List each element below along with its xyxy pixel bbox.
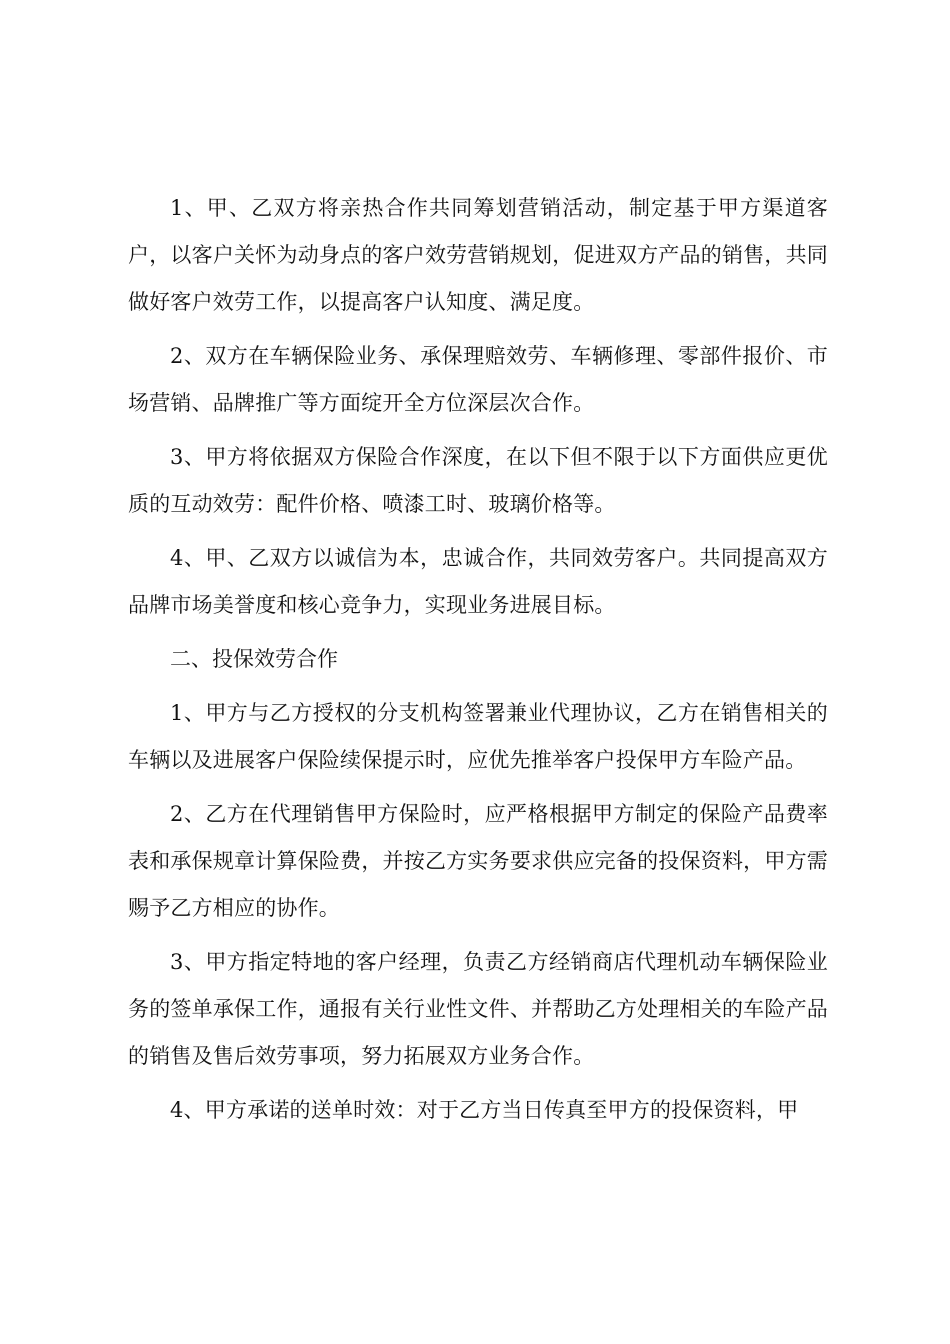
paragraph-1: 1、甲、乙双方将亲热合作共同筹划营销活动，制定基于甲方渠道客户，以客户关怀为动身点的客户效劳营销规划，促进双方产品的销售，共同做好客户效劳工作，以提高客户认知度、满足度。	[128, 196, 828, 314]
section-heading: 二、投保效劳合作	[170, 647, 338, 671]
section-paragraph-3: 3、甲方指定特地的客户经理，负责乙方经销商店代理机动车辆保险业务的签单承保工作，通报有关行业性文件、并帮助乙方处理相关的车险产品的销售及售后效劳事项，努力拓展双方业务合作。	[128, 950, 828, 1068]
section-paragraph-1: 1、甲方与乙方授权的分支机构签署兼业代理协议，乙方在销售相关的车辆以及进展客户保险续保提示时，应优先推举客户投保甲方车险产品。	[128, 701, 828, 772]
paragraph-3: 3、甲方将依据双方保险合作深度，在以下但不限于以下方面供应更优质的互动效劳：配件价格、喷漆工时、玻璃价格等。	[128, 445, 828, 516]
section-paragraph-2: 2、乙方在代理销售甲方保险时，应严格根据甲方制定的保险产品费率表和承保规章计算保险费，并按乙方实务要求供应完备的投保资料，甲方需赐予乙方相应的协作。	[128, 802, 828, 920]
document-page	[128, 185, 828, 1134]
paragraph-2: 2、双方在车辆保险业务、承保理赔效劳、车辆修理、零部件报价、市场营销、品牌推广等方面绽开全方位深层次合作。	[128, 344, 828, 415]
paragraph-4: 4、甲、乙双方以诚信为本，忠诚合作，共同效劳客户。共同提高双方品牌市场美誉度和核心竞争力，实现业务进展目标。	[128, 546, 828, 617]
section-paragraph-4: 4、甲方承诺的送单时效：对于乙方当日传真至甲方的投保资料，甲	[170, 1098, 799, 1122]
